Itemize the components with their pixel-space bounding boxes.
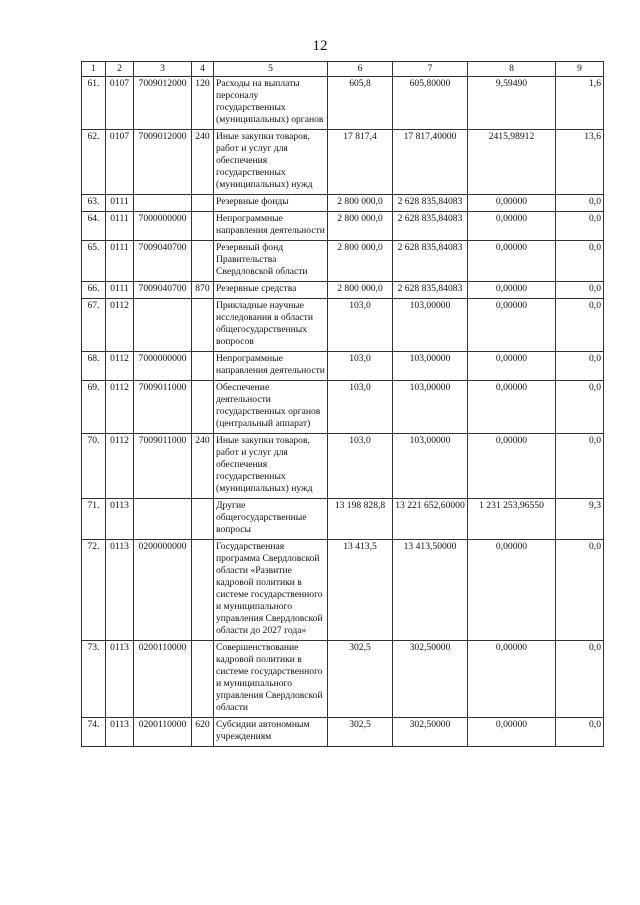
execution-percent: 0,0 bbox=[556, 381, 604, 434]
section-code: 0112 bbox=[106, 434, 134, 499]
execution-percent: 0,0 bbox=[556, 212, 604, 241]
section-code: 0111 bbox=[106, 241, 134, 282]
row-number: 64. bbox=[82, 212, 106, 241]
expense-type-code bbox=[192, 381, 214, 434]
revised-amount: 302,50000 bbox=[393, 641, 468, 718]
target-code: 0200110000 bbox=[134, 718, 192, 747]
section-code: 0107 bbox=[106, 130, 134, 195]
table-row bbox=[82, 718, 604, 747]
row-number: 73. bbox=[82, 641, 106, 718]
execution-percent: 0,0 bbox=[556, 718, 604, 747]
section-code: 0113 bbox=[106, 718, 134, 747]
planned-amount: 2 800 000,0 bbox=[328, 241, 393, 282]
row-number: 71. bbox=[82, 499, 106, 540]
expense-type-code: 620 bbox=[192, 718, 214, 747]
table-row bbox=[82, 641, 604, 718]
target-code: 7009012000 bbox=[134, 130, 192, 195]
target-code: 0200000000 bbox=[134, 540, 192, 641]
section-code: 0111 bbox=[106, 195, 134, 212]
target-code: 7000000000 bbox=[134, 212, 192, 241]
planned-amount: 302,5 bbox=[328, 641, 393, 718]
planned-amount: 2 800 000,0 bbox=[328, 212, 393, 241]
executed-amount: 2415,98912 bbox=[468, 130, 556, 195]
planned-amount: 13 413,5 bbox=[328, 540, 393, 641]
row-number: 72. bbox=[82, 540, 106, 641]
execution-percent: 9,3 bbox=[556, 499, 604, 540]
section-code: 0112 bbox=[106, 352, 134, 381]
table-row bbox=[82, 241, 604, 282]
executed-amount: 0,00000 bbox=[468, 718, 556, 747]
execution-percent: 0,0 bbox=[556, 195, 604, 212]
expense-type-code bbox=[192, 352, 214, 381]
execution-percent: 0,0 bbox=[556, 241, 604, 282]
row-number: 69. bbox=[82, 381, 106, 434]
row-number: 62. bbox=[82, 130, 106, 195]
execution-percent: 0,0 bbox=[556, 540, 604, 641]
revised-amount: 13 221 652,60000 bbox=[393, 499, 468, 540]
target-code: 7009040700 bbox=[134, 282, 192, 299]
planned-amount: 17 817,4 bbox=[328, 130, 393, 195]
row-number: 61. bbox=[82, 77, 106, 130]
execution-percent: 1,6 bbox=[556, 77, 604, 130]
executed-amount: 0,00000 bbox=[468, 381, 556, 434]
planned-amount: 302,5 bbox=[328, 718, 393, 747]
table-row bbox=[82, 130, 604, 195]
column-number: 9 bbox=[556, 62, 604, 77]
planned-amount: 2 800 000,0 bbox=[328, 195, 393, 212]
row-number: 66. bbox=[82, 282, 106, 299]
expense-type-code: 870 bbox=[192, 282, 214, 299]
column-number: 1 bbox=[82, 62, 106, 77]
executed-amount: 9,59490 bbox=[468, 77, 556, 130]
revised-amount: 2 628 835,84083 bbox=[393, 195, 468, 212]
expense-type-code bbox=[192, 299, 214, 352]
target-code: 7009012000 bbox=[134, 77, 192, 130]
row-number: 74. bbox=[82, 718, 106, 747]
section-code: 0111 bbox=[106, 212, 134, 241]
target-code: 0200110000 bbox=[134, 641, 192, 718]
executed-amount: 0,00000 bbox=[468, 212, 556, 241]
expense-type-code bbox=[192, 499, 214, 540]
executed-amount: 0,00000 bbox=[468, 299, 556, 352]
revised-amount: 103,00000 bbox=[393, 352, 468, 381]
expense-type-code: 240 bbox=[192, 434, 214, 499]
section-code: 0113 bbox=[106, 499, 134, 540]
column-number: 7 bbox=[393, 62, 468, 77]
table-row bbox=[82, 77, 604, 130]
item-name: Обеспечение деятельности государственных органов (центральный аппарат) bbox=[214, 381, 328, 434]
item-name: Другие общегосударственные вопросы bbox=[214, 499, 328, 540]
revised-amount: 103,00000 bbox=[393, 381, 468, 434]
planned-amount: 2 800 000,0 bbox=[328, 282, 393, 299]
target-code: 7009040700 bbox=[134, 241, 192, 282]
item-name: Резервный фонд Правительства Свердловской области bbox=[214, 241, 328, 282]
item-name: Резервные фонды bbox=[214, 195, 328, 212]
executed-amount: 0,00000 bbox=[468, 434, 556, 499]
target-code bbox=[134, 299, 192, 352]
item-name: Прикладные научные исследования в области общегосударственных вопросов bbox=[214, 299, 328, 352]
executed-amount: 1 231 253,96550 bbox=[468, 499, 556, 540]
table-row bbox=[82, 499, 604, 540]
table-row bbox=[82, 352, 604, 381]
column-number: 8 bbox=[468, 62, 556, 77]
revised-amount: 302,50000 bbox=[393, 718, 468, 747]
revised-amount: 2 628 835,84083 bbox=[393, 282, 468, 299]
item-name: Совершенствование кадровой политики в системе государственного и муниципального управления Свердловской области bbox=[214, 641, 328, 718]
expense-type-code bbox=[192, 212, 214, 241]
row-number: 67. bbox=[82, 299, 106, 352]
target-code bbox=[134, 499, 192, 540]
executed-amount: 0,00000 bbox=[468, 641, 556, 718]
revised-amount: 2 628 835,84083 bbox=[393, 212, 468, 241]
table-row bbox=[82, 212, 604, 241]
revised-amount: 13 413,50000 bbox=[393, 540, 468, 641]
table-row bbox=[82, 299, 604, 352]
row-number: 68. bbox=[82, 352, 106, 381]
row-number: 65. bbox=[82, 241, 106, 282]
expense-type-code bbox=[192, 641, 214, 718]
table-row bbox=[82, 434, 604, 499]
table-body bbox=[82, 77, 604, 747]
budget-table bbox=[81, 61, 604, 747]
item-name: Субсидии автономным учреждениям bbox=[214, 718, 328, 747]
row-number: 63. bbox=[82, 195, 106, 212]
expense-type-code bbox=[192, 540, 214, 641]
planned-amount: 103,0 bbox=[328, 299, 393, 352]
expense-type-code bbox=[192, 241, 214, 282]
table-row bbox=[82, 195, 604, 212]
execution-percent: 0,0 bbox=[556, 299, 604, 352]
target-code bbox=[134, 195, 192, 212]
revised-amount: 2 628 835,84083 bbox=[393, 241, 468, 282]
section-code: 0112 bbox=[106, 299, 134, 352]
section-code: 0111 bbox=[106, 282, 134, 299]
revised-amount: 17 817,40000 bbox=[393, 130, 468, 195]
column-number: 4 bbox=[192, 62, 214, 77]
column-number: 6 bbox=[328, 62, 393, 77]
revised-amount: 103,00000 bbox=[393, 434, 468, 499]
planned-amount: 103,0 bbox=[328, 381, 393, 434]
planned-amount: 605,8 bbox=[328, 77, 393, 130]
item-name: Государственная программа Свердловской области «Развитие кадровой политики в системе государственного и муниципального управления Свердловской области до 2027 года» bbox=[214, 540, 328, 641]
planned-amount: 13 198 828,8 bbox=[328, 499, 393, 540]
section-code: 0113 bbox=[106, 540, 134, 641]
item-name: Расходы на выплаты персоналу государственных (муниципальных) органов bbox=[214, 77, 328, 130]
executed-amount: 0,00000 bbox=[468, 352, 556, 381]
page-number: 12 bbox=[312, 38, 328, 54]
column-number: 2 bbox=[106, 62, 134, 77]
revised-amount: 103,00000 bbox=[393, 299, 468, 352]
item-name: Иные закупки товаров, работ и услуг для обеспечения государственных (муниципальных) нужд bbox=[214, 434, 328, 499]
expense-type-code bbox=[192, 195, 214, 212]
column-number: 3 bbox=[134, 62, 192, 77]
execution-percent: 0,0 bbox=[556, 641, 604, 718]
table-row bbox=[82, 540, 604, 641]
section-code: 0112 bbox=[106, 381, 134, 434]
execution-percent: 0,0 bbox=[556, 282, 604, 299]
executed-amount: 0,00000 bbox=[468, 282, 556, 299]
execution-percent: 0,0 bbox=[556, 434, 604, 499]
planned-amount: 103,0 bbox=[328, 352, 393, 381]
expense-type-code: 120 bbox=[192, 77, 214, 130]
execution-percent: 0,0 bbox=[556, 352, 604, 381]
target-code: 7009011000 bbox=[134, 434, 192, 499]
item-name: Иные закупки товаров, работ и услуг для обеспечения государственных (муниципальных) нужд bbox=[214, 130, 328, 195]
column-number-row bbox=[82, 62, 604, 77]
target-code: 7000000000 bbox=[134, 352, 192, 381]
executed-amount: 0,00000 bbox=[468, 540, 556, 641]
executed-amount: 0,00000 bbox=[468, 241, 556, 282]
table-row bbox=[82, 381, 604, 434]
item-name: Резервные средства bbox=[214, 282, 328, 299]
executed-amount: 0,00000 bbox=[468, 195, 556, 212]
revised-amount: 605,80000 bbox=[393, 77, 468, 130]
column-number: 5 bbox=[214, 62, 328, 77]
execution-percent: 13,6 bbox=[556, 130, 604, 195]
item-name: Непрограммные направления деятельности bbox=[214, 352, 328, 381]
section-code: 0107 bbox=[106, 77, 134, 130]
expense-type-code: 240 bbox=[192, 130, 214, 195]
target-code: 7009011000 bbox=[134, 381, 192, 434]
section-code: 0113 bbox=[106, 641, 134, 718]
row-number: 70. bbox=[82, 434, 106, 499]
planned-amount: 103,0 bbox=[328, 434, 393, 499]
item-name: Непрограммные направления деятельности bbox=[214, 212, 328, 241]
table-row bbox=[82, 282, 604, 299]
